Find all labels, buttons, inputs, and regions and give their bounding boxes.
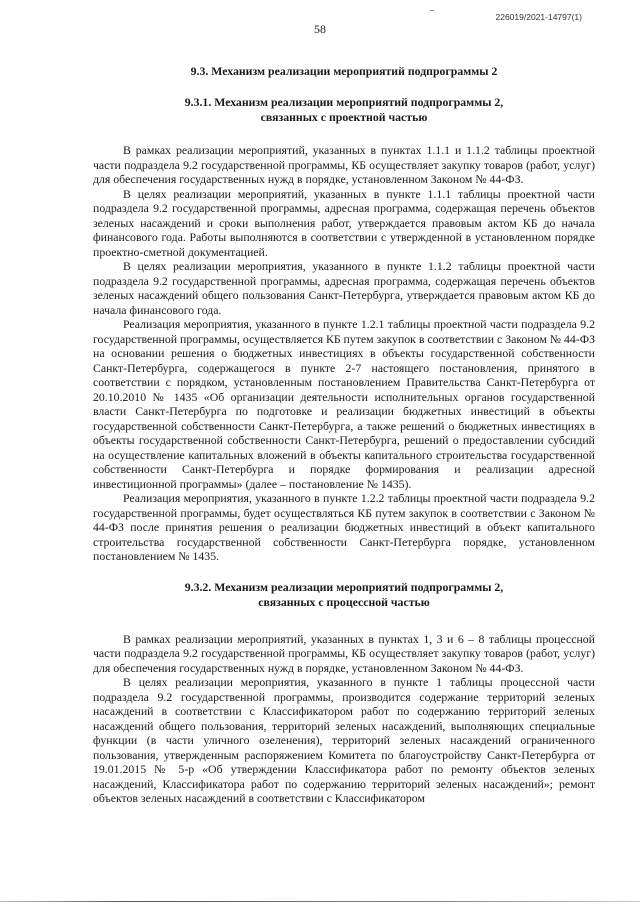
paragraph: Реализация мероприятия, указанного в пункте 1.2.1 таблицы проектной части подраздела 9.2 государственной программы, осуществляется КБ путем закупок в соответствии с Законом № 44-ФЗ на основании решения о бюджетных инвестициях в объекты государственной собственности Санкт-Петербурга, содержащегося в пункте 2-7 настоящего постановления, принятого в соответствии с порядком, установленным постановлением Правительства Санкт-Петербурга от 20.10.2010 № 1435 «Об организации деятельности исполнительных органов государственной власти Санкт-Петербурга по подготовке и реализации бюджетных инвестиций в объекты государственной собственности Санкт-Петербурга, а также решений о бюджетных инвестициях в объекты государственной собственности Санкт-Петербурга, решений о предоставлении субсидий на осуществление капитальных вложений в объекты капитального строительства государственной собственности Санкт-Петербурга и порядке формирования и реализации адресной инвестиционной программы» (далее – постановление № 1435). (93, 317, 595, 491)
subsection-1-title-line1: 9.3.1. Механизм реализации мероприятий подпрограммы 2, (184, 95, 504, 109)
scan-edge-line (0, 901, 640, 902)
paragraph: В целях реализации мероприятия, указанного в пункте 1.1.2 таблицы проектной части подраздела 9.2 государственной программы, адресная программа, содержащая перечень объектов зеленых насаждений общего пользования Санкт-Петербурга, утверждается правовым актом КБ до начала финансового года. (93, 259, 595, 317)
document-id: 226019/2021-14797(1) (495, 12, 582, 22)
scan-artifact (430, 10, 434, 11)
subsection-2-title-line1: 9.3.2. Механизм реализации мероприятий подпрограммы 2, (184, 579, 504, 594)
paragraph: Реализация мероприятия, указанного в пункте 1.2.2 таблицы проектной части подраздела 9.2 государственной программы, будет осуществляться КБ путем закупок в соответствии с Законом № 44-ФЗ после принятия решения о реализации бюджетных инвестиций в объект капитального строительства государственной собственности Санкт-Петербурга порядке, установленном постановлением № 1435. (93, 491, 595, 563)
paragraph: В рамках реализации мероприятий, указанных в пунктах 1.1.1 и 1.1.2 таблицы проектной части подраздела 9.2 государственной программы, КБ осуществляет закупку товаров (работ, услуг) для обеспечения государственных нужд в порядке, установленном Законом № 44-ФЗ. (93, 143, 595, 186)
document-body (93, 64, 595, 806)
paragraph: В целях реализации мероприятий, указанных в пункте 1.1.1 таблицы проектной части подраздела 9.2 государственной программы, адресная программа, содержащая перечень объектов зеленых насаждений и сроки выполнения работ, утверждается правовым актом КБ до начала финансового года. Работы выполняются в соответствии с утвержденной в установленном порядке проектно-сметной документацией. (93, 186, 595, 259)
subsection-2-title-line2: связанных с процессной частью (258, 594, 430, 609)
page-number: 58 (314, 22, 326, 36)
paragraph: В рамках реализации мероприятий, указанных в пунктах 1, 3 и 6 – 8 таблицы процессной части подраздела 9.2 государственной программы, КБ осуществляет закупку товаров (работ, услуг) для обеспечения государственных нужд в порядке, установленном Законом № 44-ФЗ. (93, 631, 595, 675)
subsection-1-title (93, 95, 595, 125)
subsection-1-title-line2: связанных с проектной частью (260, 110, 428, 124)
section-title: 9.3. Механизм реализации мероприятий подпрограммы 2 (190, 64, 498, 78)
subsection-2-title (93, 580, 595, 610)
paragraph: В целях реализации мероприятия, указанного в пункте 1 таблицы процессной части подраздела 9.2 государственной программы, производится содержание территорий зеленых насаждений в соответствии с Классификатором работ по содержанию территорий зеленых насаждений общего пользования, территорий зеленых насаждений, выполняющих специальные функции (в части уличного озеленения), территорий зеленых насаждений ограниченного пользования, утвержденным распоряжением Комитета по благоустройству Санкт-Петербурга от 19.01.2015 № 5-р «Об утверждении Классификатора работ по ремонту объектов зеленых насаждений, Классификатора работ по содержанию территорий зеленых насаждений»; ремонт объектов зеленых насаждений в соответствии с Классификатором (93, 675, 595, 805)
